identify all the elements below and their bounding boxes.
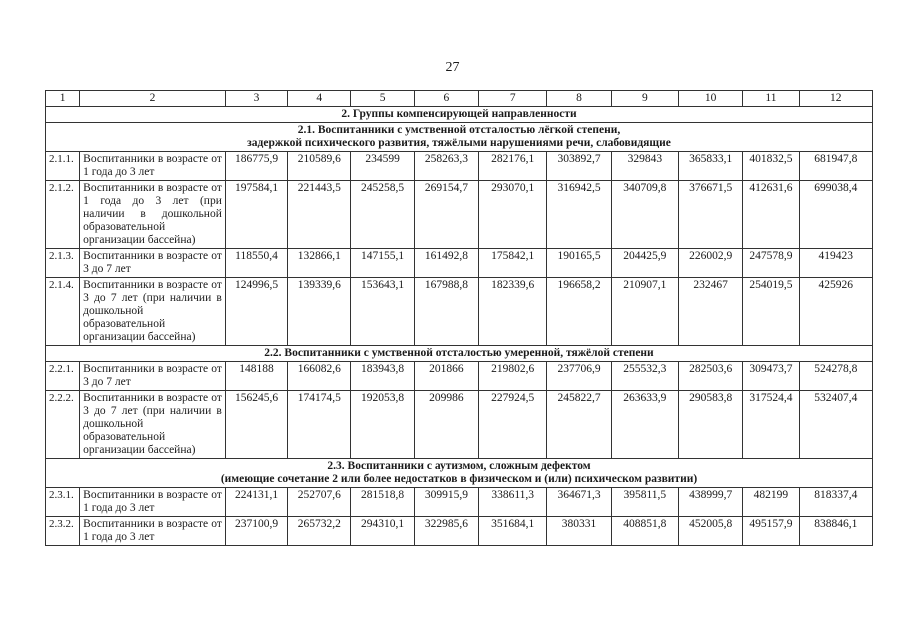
value-cell: 221443,5 (288, 181, 351, 249)
value-cell: 183943,8 (351, 362, 414, 391)
value-cell: 132866,1 (288, 249, 351, 278)
value-cell: 408851,8 (611, 517, 678, 546)
subsection-heading-line: 2.3. Воспитанники с аутизмом, сложным дефектом (327, 460, 591, 472)
value-cell: 245822,7 (547, 391, 611, 459)
row-code: 2.1.2. (46, 181, 80, 249)
value-cell: 147155,1 (351, 249, 414, 278)
row-description: Воспитанники в возрасте от 1 года до 3 лет (80, 152, 226, 181)
value-cell: 210907,1 (611, 278, 678, 346)
value-cell: 124996,5 (225, 278, 287, 346)
value-cell: 309915,9 (414, 488, 478, 517)
value-cell: 192053,8 (351, 391, 414, 459)
subsection-heading-line: 2.2. Воспитанники с умственной отсталостью умеренной, тяжёлой степени (264, 347, 654, 359)
value-cell: 395811,5 (611, 488, 678, 517)
table-row (46, 278, 873, 346)
row-description: Воспитанники в возрасте от 3 до 7 лет (80, 249, 226, 278)
value-cell: 282503,6 (678, 362, 742, 391)
value-cell: 237706,9 (547, 362, 611, 391)
value-cell: 196658,2 (547, 278, 611, 346)
column-number: 7 (479, 91, 547, 107)
value-cell: 234599 (351, 152, 414, 181)
value-cell: 204425,9 (611, 249, 678, 278)
value-cell: 224131,1 (225, 488, 287, 517)
value-cell: 329843 (611, 152, 678, 181)
value-cell: 166082,6 (288, 362, 351, 391)
row-code: 2.3.2. (46, 517, 80, 546)
value-cell: 365833,1 (678, 152, 742, 181)
value-cell: 265732,2 (288, 517, 351, 546)
row-code: 2.2.2. (46, 391, 80, 459)
value-cell: 245258,5 (351, 181, 414, 249)
value-cell: 227924,5 (479, 391, 547, 459)
value-cell: 190165,5 (547, 249, 611, 278)
value-cell: 338611,3 (479, 488, 547, 517)
value-cell: 376671,5 (678, 181, 742, 249)
value-cell: 254019,5 (743, 278, 799, 346)
column-number: 10 (678, 91, 742, 107)
value-cell: 255532,3 (611, 362, 678, 391)
value-cell: 219802,6 (479, 362, 547, 391)
row-code: 2.2.1. (46, 362, 80, 391)
value-cell: 419423 (799, 249, 872, 278)
value-cell: 364671,3 (547, 488, 611, 517)
value-cell: 681947,8 (799, 152, 872, 181)
column-number: 1 (46, 91, 80, 107)
column-number: 8 (547, 91, 611, 107)
row-description: Воспитанники в возрасте от 3 до 7 лет (80, 362, 226, 391)
value-cell: 303892,7 (547, 152, 611, 181)
value-cell: 209986 (414, 391, 478, 459)
table-body (46, 91, 873, 546)
value-cell: 482199 (743, 488, 799, 517)
value-cell: 226002,9 (678, 249, 742, 278)
subsection-heading-row (46, 346, 873, 362)
value-cell: 838846,1 (799, 517, 872, 546)
column-number: 5 (351, 91, 414, 107)
row-description: Воспитанники в возрасте от 1 года до 3 лет (80, 488, 226, 517)
value-cell: 290583,8 (678, 391, 742, 459)
value-cell: 197584,1 (225, 181, 287, 249)
value-cell: 186775,9 (225, 152, 287, 181)
subsection-heading-line: 2.1. Воспитанники с умственной отсталостью лёгкой степени, (297, 124, 621, 136)
value-cell: 118550,4 (225, 249, 287, 278)
row-description: Воспитанники в возрасте от 3 до 7 лет (при наличии в дошкольной образовательной организации бассейна) (80, 278, 226, 346)
section-heading-row (46, 107, 873, 123)
value-cell: 174174,5 (288, 391, 351, 459)
value-cell: 818337,4 (799, 488, 872, 517)
subsection-heading-line: задержкой психического развития, тяжёлыми нарушениями речи, слабовидящие (247, 137, 671, 149)
value-cell: 309473,7 (743, 362, 799, 391)
tariff-table (45, 90, 873, 546)
value-cell: 317524,4 (743, 391, 799, 459)
subsection-heading-row (46, 459, 873, 488)
row-code: 2.1.1. (46, 152, 80, 181)
table-row (46, 517, 873, 546)
page-number: 27 (445, 60, 460, 75)
value-cell: 322985,6 (414, 517, 478, 546)
value-cell: 532407,4 (799, 391, 872, 459)
table-row (46, 181, 873, 249)
table-row (46, 488, 873, 517)
value-cell: 167988,8 (414, 278, 478, 346)
value-cell: 156245,6 (225, 391, 287, 459)
row-code: 2.1.3. (46, 249, 80, 278)
value-cell: 412631,6 (743, 181, 799, 249)
value-cell: 182339,6 (479, 278, 547, 346)
value-cell: 201866 (414, 362, 478, 391)
column-number: 3 (225, 91, 287, 107)
value-cell: 210589,6 (288, 152, 351, 181)
column-number: 4 (288, 91, 351, 107)
value-cell: 237100,9 (225, 517, 287, 546)
row-code: 2.3.1. (46, 488, 80, 517)
table-row (46, 249, 873, 278)
column-number: 9 (611, 91, 678, 107)
value-cell: 438999,7 (678, 488, 742, 517)
subsection-heading-row (46, 123, 873, 152)
value-cell: 452005,8 (678, 517, 742, 546)
value-cell: 148188 (225, 362, 287, 391)
value-cell: 401832,5 (743, 152, 799, 181)
value-cell: 161492,8 (414, 249, 478, 278)
value-cell: 232467 (678, 278, 742, 346)
row-description: Воспитанники в возрасте от 1 года до 3 лет (80, 517, 226, 546)
value-cell: 316942,5 (547, 181, 611, 249)
column-number: 6 (414, 91, 478, 107)
value-cell: 293070,1 (479, 181, 547, 249)
value-cell: 340709,8 (611, 181, 678, 249)
subsection-heading (46, 123, 873, 152)
value-cell: 281518,8 (351, 488, 414, 517)
value-cell: 699038,4 (799, 181, 872, 249)
value-cell: 351684,1 (479, 517, 547, 546)
value-cell: 263633,9 (611, 391, 678, 459)
value-cell: 252707,6 (288, 488, 351, 517)
value-cell: 380331 (547, 517, 611, 546)
column-number: 11 (743, 91, 799, 107)
value-cell: 282176,1 (479, 152, 547, 181)
value-cell: 269154,7 (414, 181, 478, 249)
subsection-heading (46, 346, 873, 362)
value-cell: 495157,9 (743, 517, 799, 546)
value-cell: 139339,6 (288, 278, 351, 346)
table-row (46, 362, 873, 391)
table-row (46, 152, 873, 181)
column-number: 2 (80, 91, 226, 107)
section-heading: 2. Группы компенсирующей направленности (46, 107, 873, 123)
column-number-row (46, 91, 873, 107)
value-cell: 524278,8 (799, 362, 872, 391)
value-cell: 425926 (799, 278, 872, 346)
subsection-heading (46, 459, 873, 488)
value-cell: 258263,3 (414, 152, 478, 181)
value-cell: 247578,9 (743, 249, 799, 278)
table-row (46, 391, 873, 459)
row-description: Воспитанники в возрасте от 3 до 7 лет (при наличии в дошкольной образовательной организации бассейна) (80, 391, 226, 459)
value-cell: 153643,1 (351, 278, 414, 346)
column-number: 12 (799, 91, 872, 107)
value-cell: 294310,1 (351, 517, 414, 546)
row-code: 2.1.4. (46, 278, 80, 346)
row-description: Воспитанники в возрасте от 1 года до 3 лет (при наличии в дошкольной образовательной организации бассейна) (80, 181, 226, 249)
subsection-heading-line: (имеющие сочетание 2 или более недостатков в физическом и (или) психическом развитии) (220, 473, 698, 485)
value-cell: 175842,1 (479, 249, 547, 278)
